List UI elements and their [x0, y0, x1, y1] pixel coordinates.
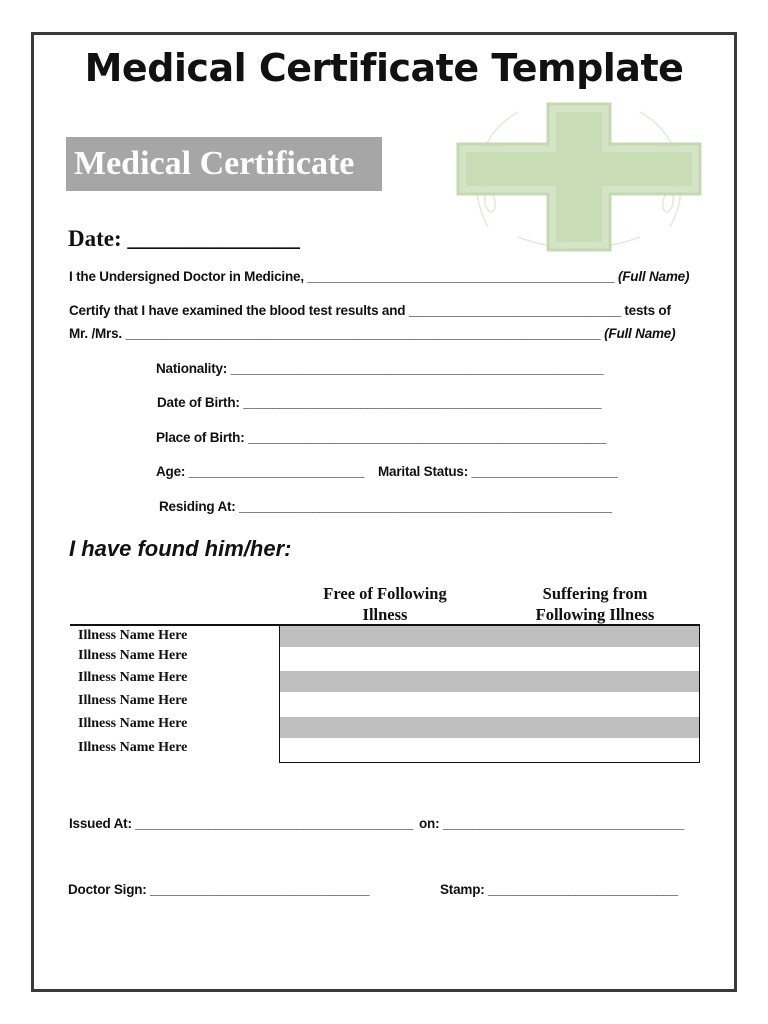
marital-status-field: Marital Status: ____________________ [378, 464, 618, 479]
illness-name: Illness Name Here [78, 648, 188, 663]
doctor-sign-field: Doctor Sign: ______________________________ [68, 882, 370, 897]
column-header-free [286, 583, 484, 625]
table-row-band [280, 717, 699, 738]
residing-at-field: Residing At: ___________________________________________________ [159, 499, 612, 514]
illness-name: Illness Name Here [78, 670, 188, 685]
doctor-name-line [69, 269, 689, 284]
nationality-field: Nationality: ___________________________________________________ [156, 361, 604, 376]
patient-name-line [69, 326, 675, 341]
issued-on-field: on: _________________________________ [419, 816, 685, 831]
patient-name-text: Mr. /Mrs. _________________________________________________________________ [69, 326, 601, 341]
stamp-field: Stamp: __________________________ [440, 882, 679, 897]
patient-name-note: (Full Name) [604, 326, 676, 341]
date-field: Date: _______________ [68, 226, 300, 251]
date-of-birth-field: Date of Birth: _________________________________________________ [157, 395, 602, 410]
issued-at-field: Issued At: ______________________________________ [69, 816, 414, 831]
found-heading: I have found him/her: [69, 536, 292, 561]
medical-cross-laurel-icon [448, 92, 710, 257]
table-header-rule [70, 624, 281, 626]
table-row-band [280, 626, 699, 647]
place-of-birth-field: Place of Birth: _________________________________________________ [156, 430, 607, 445]
certify-line: Certify that I have examined the blood test results and _____________________________ tests of [69, 303, 671, 318]
doctor-name-note: (Full Name) [617, 269, 690, 284]
illness-name: Illness Name Here [78, 628, 188, 643]
certificate-banner: Medical Certificate [66, 137, 382, 191]
doctor-name-text: I the Undersigned Doctor in Medicine, __________________________________________ [69, 269, 615, 284]
illness-name: Illness Name Here [78, 716, 188, 731]
column-header-free-line1: Free of Following [323, 584, 447, 603]
illness-grid [279, 624, 700, 763]
illness-name: Illness Name Here [78, 693, 188, 708]
illness-name: Illness Name Here [78, 740, 188, 755]
column-header-suffering-line1: Suffering from [542, 584, 648, 603]
column-header-suffering-line2: Following Illness [535, 605, 655, 624]
table-row-band [280, 671, 699, 692]
age-field: Age: ________________________ [156, 464, 365, 479]
column-header-suffering [496, 583, 694, 625]
column-header-free-line2: Illness [362, 605, 408, 624]
page-title: Medical Certificate Template [84, 46, 684, 90]
